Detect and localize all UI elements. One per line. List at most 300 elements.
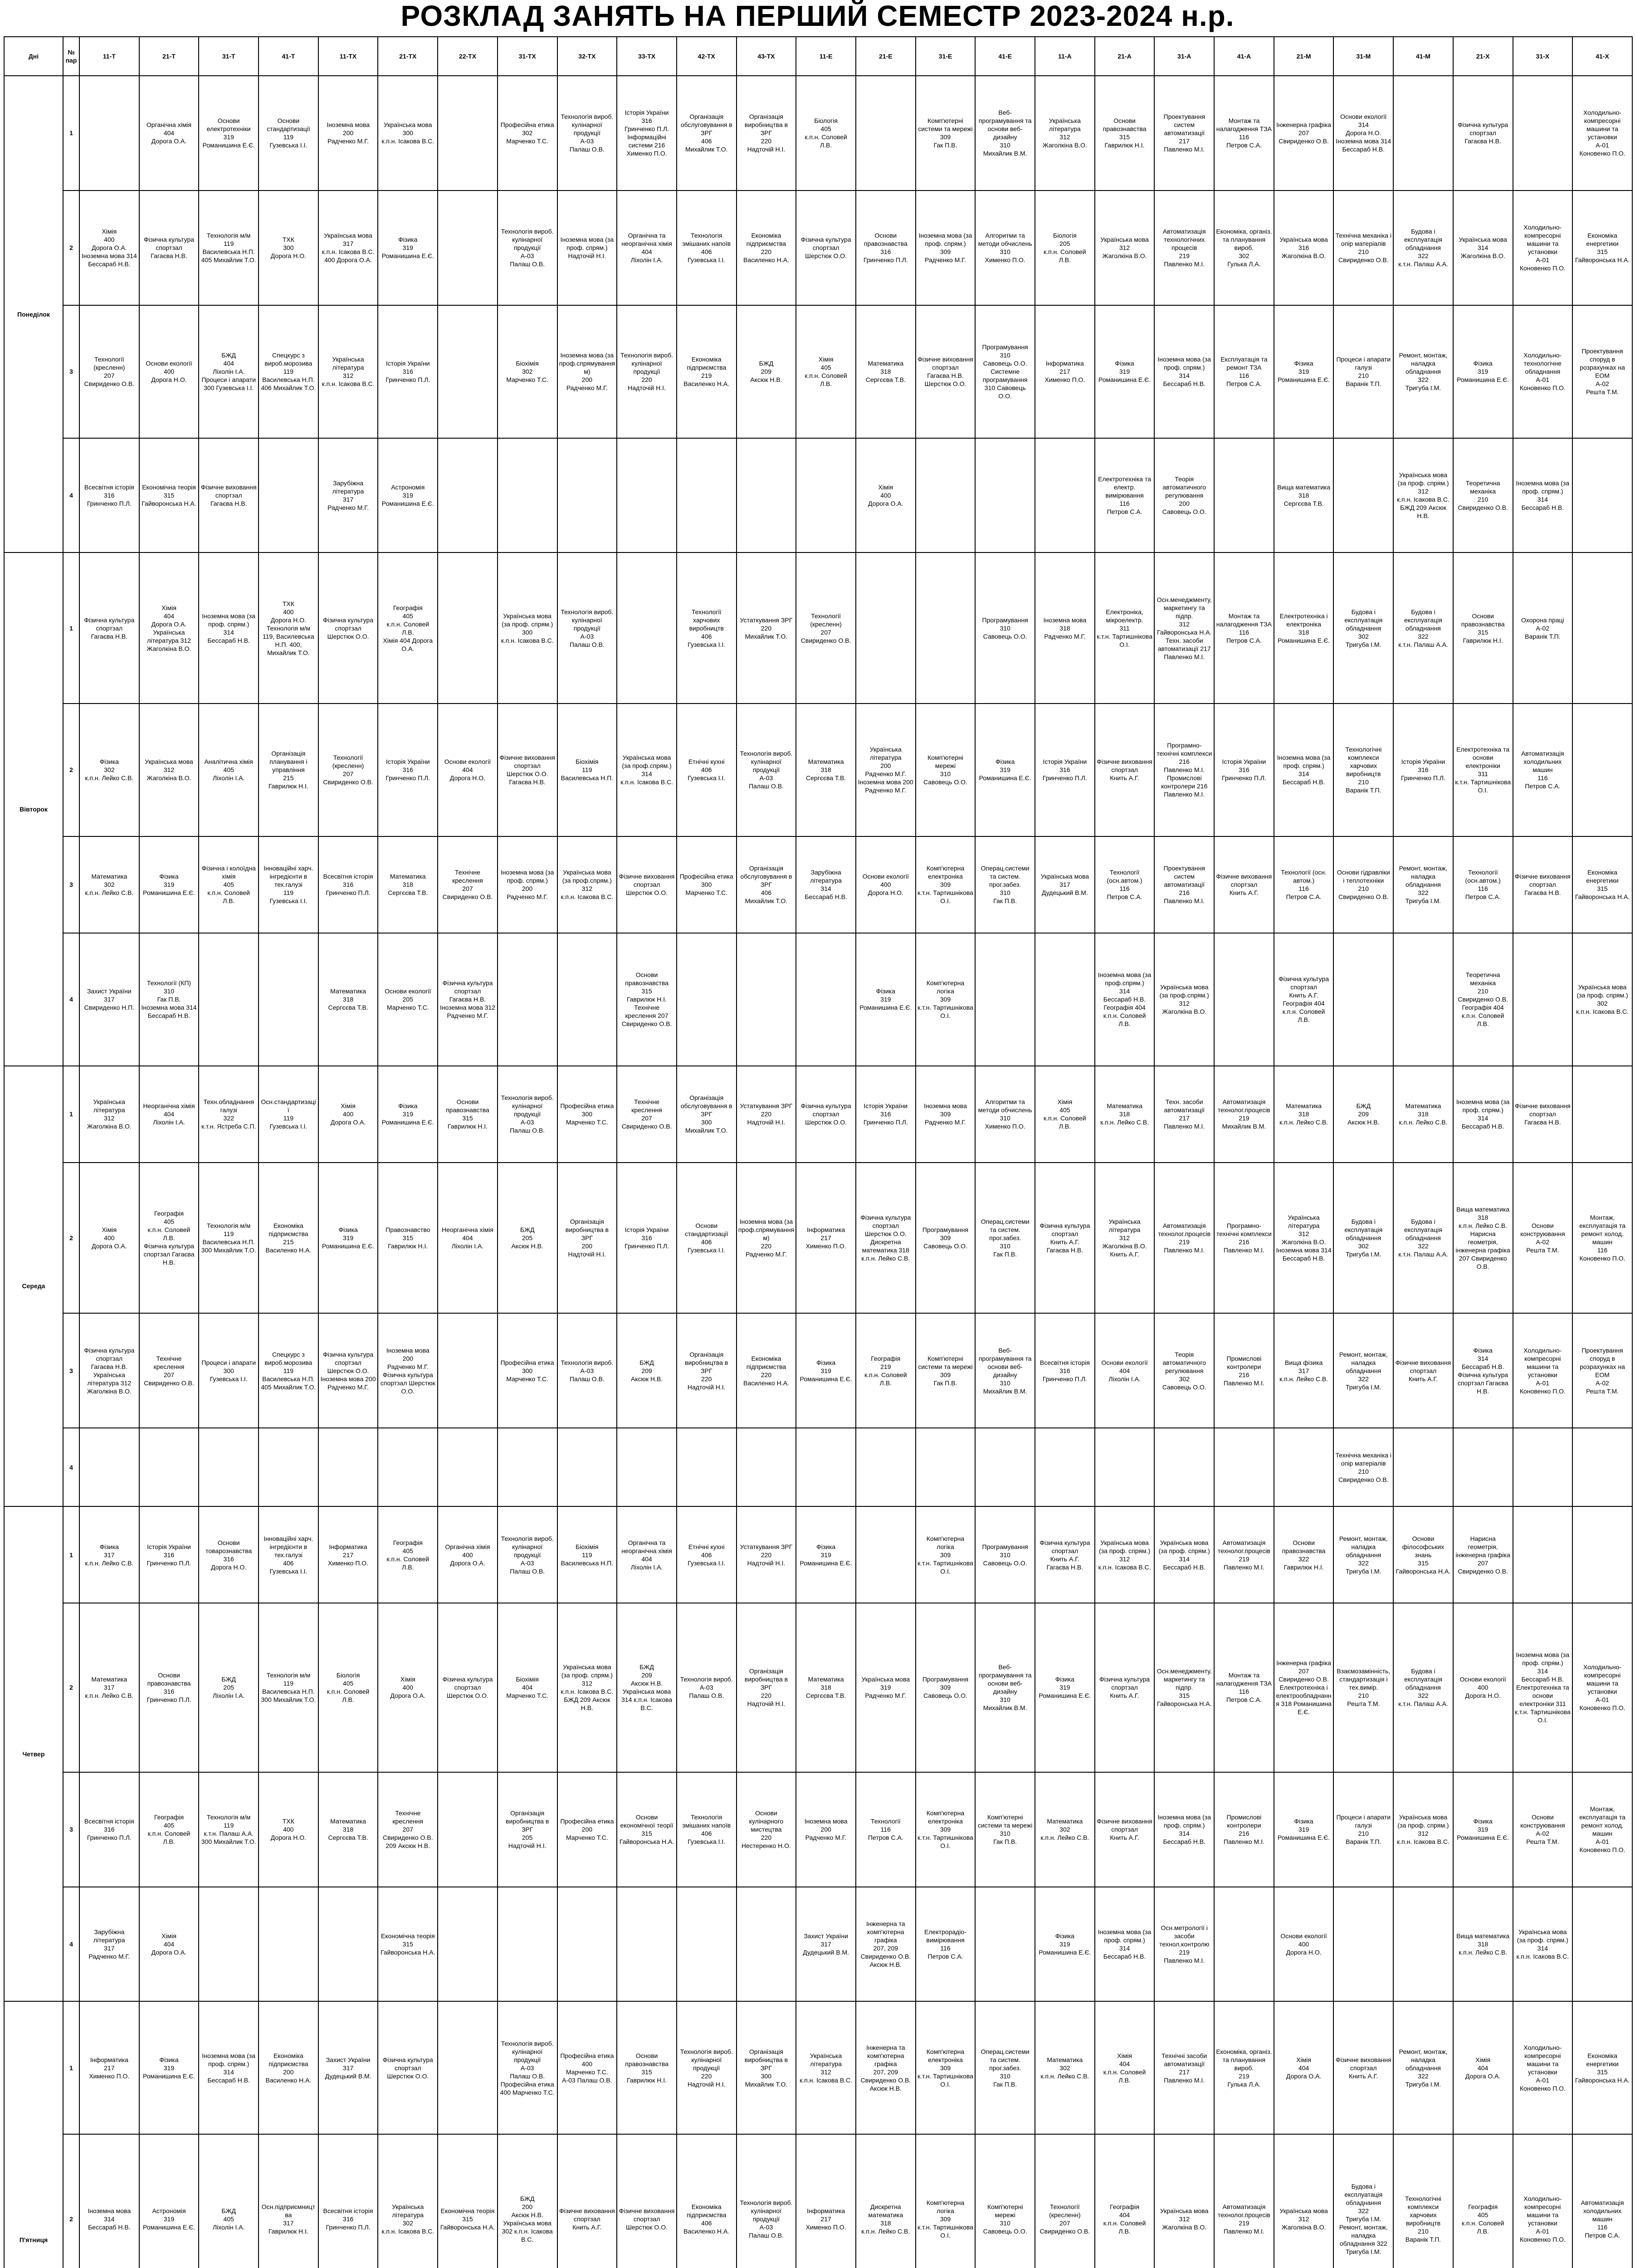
lesson-cell [617, 552, 677, 704]
lesson-cell: Економіка підприємства 406 Василенко Н.А. [677, 2134, 737, 2268]
lesson-cell: Устаткування ЗРГ 220 Надточій Н.І. [737, 1506, 796, 1603]
schedule-row [4, 836, 1632, 933]
lesson-cell: БЖД 405 Ліхолін І.А. [199, 2134, 259, 2268]
lesson-cell [1214, 438, 1274, 553]
lesson-cell: Хімія 404 Дорога О.А. [1274, 2001, 1334, 2134]
lesson-cell: Іноземна мова (за проф.спрям.) 314 Бессараб Н.В. Географія 404 к.п.н. Соловей Л.В. [1095, 933, 1155, 1066]
lesson-cell: Аналітична хімія 405 Ліхолін І.А. [199, 704, 259, 836]
lesson-cell: Основи стандартизації 119 Гузевська І.І. [259, 76, 318, 191]
lesson-cell: Математика 318 Сергєєва Т.В. [318, 1772, 378, 1887]
lesson-cell: Організація виробництва в ЗРГ 200 Надточій Н.І. [557, 1163, 617, 1314]
lesson-cell: Технологія м/м 119 Василевська Н.П. 300 Михайлик Т.О. [199, 1163, 259, 1314]
lesson-cell: Основи екології 404 Ліхолін І.А. [1095, 1313, 1155, 1428]
schedule-row [4, 1603, 1632, 1772]
lesson-cell: Українська мова (за проф. спрям.) 312 к.п.н. Ісакова В.С. [1095, 1506, 1155, 1603]
group-header: 41-М [1393, 37, 1453, 76]
lesson-cell: Хімія 404 Дорога О.А. [139, 1887, 199, 2002]
lesson-cell: Професійна етика 302 Марченко Т.С. [498, 76, 557, 191]
lesson-cell [259, 933, 318, 1066]
lesson-cell: Устаткування ЗРГ 220 Михайлик Т.О. [737, 552, 796, 704]
lesson-cell: Інноваційні харч. інгредієнти в тех.галузі 119 Гузевська І.І. [259, 836, 318, 933]
lesson-cell [856, 76, 916, 191]
lesson-cell: Ремонт, монтаж, наладка обладнання 322 Тригуба І.М. [1393, 836, 1453, 933]
lesson-cell: Етнічні кухні 406 Гузевська І.І. [677, 1506, 737, 1603]
group-header: 33-ТХ [617, 37, 677, 76]
lesson-cell: Теорія автоматичного регулювання 200 Савовець О.О. [1154, 438, 1214, 553]
lesson-cell: Фізика 319 Романишина Е.Є. [1274, 1772, 1334, 1887]
lesson-cell [438, 305, 498, 438]
lesson-cell: БЖД 205 Аксюк Н.В. [498, 1163, 557, 1314]
lesson-cell: Іноземна мова (за проф. спрям.) 314 Бессараб Н.В. Електротехніка та основи електроніки 311 к.т.н. Тартишнікова О.І. [1513, 1603, 1573, 1772]
lesson-cell: Етнічні кухні 406 Гузевська І.І. [677, 704, 737, 836]
group-header: 21-М [1274, 37, 1334, 76]
lesson-cell: Програмування 310 Савовець О.О. [975, 552, 1035, 704]
lesson-cell: Технічне креслення 207 Свириденко О.В. 209 Аксюк Н.В. [378, 1772, 438, 1887]
lesson-cell: Організація обслуговування в ЗРГ 406 Михайлик Т.О. [677, 76, 737, 191]
lesson-cell: Комп'ютерні системи та мережі 310 Гак П.В. [975, 1772, 1035, 1887]
lesson-cell: Географія 405 к.п.н. Соловей Л.В. Хімія 404 Дорога О.А. [378, 552, 438, 704]
lesson-cell: Економіка підприємства 219 Василенко Н.А. [677, 305, 737, 438]
lesson-cell: Історія України 316 Гринченко П.Л. [617, 1163, 677, 1314]
schedule-row [4, 1313, 1632, 1428]
group-header: 41-Е [975, 37, 1035, 76]
lesson-cell: Технології (кресленн) 207 Свириденко О.В. [796, 552, 856, 704]
lesson-cell: Економіка підприємства 220 Василенко Н.А. [737, 191, 796, 305]
lesson-cell: Основи правознавства 316 Гринченко П.Л. [856, 191, 916, 305]
lesson-cell: Фізична культура спортзал Гагаєва Н.В. Українська література 312 Жаголкіна В.О. [79, 1313, 139, 1428]
header-day: Дні [4, 37, 63, 76]
lesson-cell: Веб-програмування та основи веб-дизайну 310 Михайлик В.М. [975, 1313, 1035, 1428]
lesson-cell: Комп'ютерна електроніка 309 к.т.н. Тартишнікова О.І. [916, 1772, 976, 1887]
lesson-cell: Основи правознавства 316 Гринченко П.Л. [139, 1603, 199, 1772]
lesson-cell: Економічна теорія 315 Гайворонська Н.А. [378, 1887, 438, 2002]
pair-number: 3 [63, 1313, 79, 1428]
group-header: 31-Х [1513, 37, 1573, 76]
lesson-cell: Географія 405 к.п.н. Соловей Л.В. Фізична культура спортзал Гагаєва Н.В. [139, 1163, 199, 1314]
lesson-cell [975, 1887, 1035, 2002]
lesson-cell: Іноземна мова 200 Радченко М.Г. [318, 76, 378, 191]
lesson-cell: Фізика 319 Романишина Е.Є. [139, 836, 199, 933]
lesson-cell [677, 933, 737, 1066]
lesson-cell: Математика 318 Сергєєва Т.В. [796, 704, 856, 836]
lesson-cell: Неорганічна хімія 404 Ліхолін І.А. [139, 1066, 199, 1163]
lesson-cell: Іноземна мова (за проф. спрям.) 200 Радченко М.Г. [498, 836, 557, 933]
schedule-row [4, 1066, 1632, 1163]
lesson-cell [1572, 552, 1632, 704]
lesson-cell [1572, 1506, 1632, 1603]
lesson-cell: Технічне креслення 207 Свириденко О.В. [438, 836, 498, 933]
lesson-cell: Технічні засоби автоматизації 217 Павленко М.І. [1154, 2001, 1214, 2134]
lesson-cell: Іноземна мова (за проф. спрям.) 314 Бессараб Н.В. [1274, 704, 1334, 836]
lesson-cell [856, 1428, 916, 1506]
lesson-cell [1513, 1428, 1573, 1506]
lesson-cell [438, 1772, 498, 1887]
lesson-cell: Математика 318 Сергєєва Т.В. [318, 933, 378, 1066]
schedule-row [4, 1887, 1632, 2002]
lesson-cell: Будова і експлуатація обладнання 302 Тригуба І.М. [1333, 552, 1393, 704]
lesson-cell: Основи екології 205 Марченко Т.С. [378, 933, 438, 1066]
lesson-cell: Іноземна мова (за проф. спрям.) 314 Бессараб Н.В. [1154, 305, 1214, 438]
lesson-cell: Українська мова (за проф.спрям.) 314 к.п.н. Ісакова В.С. [617, 704, 677, 836]
lesson-cell: Технічне креслення 207 Свириденко О.В. [139, 1313, 199, 1428]
lesson-cell: ТХК 300 Дорога Н.О. [259, 191, 318, 305]
lesson-cell: Технологічні комплекси харчових виробництв 210 Варанік Т.П. [1333, 704, 1393, 836]
lesson-cell: Технологія вироб. кулінарної продукції А-03 Палаш О.В. [557, 552, 617, 704]
group-header: 21-ТХ [378, 37, 438, 76]
lesson-cell: Органічна та неорганічна хімія 404 Ліхолін І.А. [617, 191, 677, 305]
lesson-cell: Холодильно-компресорні машини та установки А-01 Коновенко П.О. [1513, 191, 1573, 305]
lesson-cell: Основи товарознавства 316 Дорога Н.О. [199, 1506, 259, 1603]
lesson-cell [438, 552, 498, 704]
pair-number: 1 [63, 1066, 79, 1163]
lesson-cell [1035, 1428, 1095, 1506]
lesson-cell: Монтаж та налагодження ТЗА 116 Петров С.А. [1214, 552, 1274, 704]
schedule-body [4, 76, 1632, 2268]
lesson-cell: Біохімія 119 Василевська Н.П. [557, 704, 617, 836]
lesson-cell: Програмування 310 Савовець О.О. Системне програмування 310 Савовець О.О. [975, 305, 1035, 438]
schedule-row [4, 305, 1632, 438]
lesson-cell: Математика 317 к.п.н. Лейко С.В. [79, 1603, 139, 1772]
lesson-cell: Неорганічна хімія 404 Ліхолін І.А. [438, 1163, 498, 1314]
lesson-cell: Будова і експлуатація обладнання 322 Тригуба І.М. Ремонт, монтаж, наладка обладнання 322 Тригуба І.М. [1333, 2134, 1393, 2268]
lesson-cell: Основи екології 400 Дорога Н.О. [1453, 1603, 1513, 1772]
lesson-cell: Техн. засоби автоматизації 217 Павленко М.І. [1154, 1066, 1214, 1163]
lesson-cell: Хімія 404 Дорога О.А. Українська література 312 Жаголкіна В.О. [139, 552, 199, 704]
lesson-cell: Економіка підприємства 215 Василенко Н.А. [259, 1163, 318, 1314]
lesson-cell: Економіка підприємства 220 Василенко Н.А. [737, 1313, 796, 1428]
lesson-cell: Комп'ютерна логіка 309 к.т.н. Тартишнікова О.І. [916, 933, 976, 1066]
lesson-cell: Зарубіжна література 317 Радченко М.Г. [318, 438, 378, 553]
lesson-cell: Веб-програмування та основи веб-дизайну 310 Михайлик В.М. [975, 76, 1035, 191]
group-header: 11-Е [796, 37, 856, 76]
lesson-cell: Українська література 312 к.п.н. Ісакова В.С. [796, 2001, 856, 2134]
lesson-cell: Фізичне виховання спортзал Книть А.Г. [1095, 704, 1155, 836]
lesson-cell: Інженерна та комп'ютерна графіка 207, 209 Свириденко О.В. Аксюк Н.В. [856, 1887, 916, 2002]
lesson-cell: Технологія вироб. кулінарної продукції А-03 Палаш О.В. [498, 1506, 557, 1603]
lesson-cell: Основи екології 314 Дорога Н.О. Іноземна мова 314 Бессараб Н.В. [1333, 76, 1393, 191]
lesson-cell [617, 1887, 677, 2002]
lesson-cell: Фізична культура спортзал Гагаєва Н.В. Іноземна мова 312 Радченко М.Г. [438, 933, 498, 1066]
lesson-cell: Електроніка, мікроелектр. 311 к.т.н. Тартишнікова О.І. [1095, 552, 1155, 704]
lesson-cell [1513, 1506, 1573, 1603]
lesson-cell: Іноземна мова 200 Радченко М.Г. [796, 1772, 856, 1887]
lesson-cell: Операц.системи та систем. прог.забез. 310 Гак П.В. [975, 836, 1035, 933]
group-header: 11-А [1035, 37, 1095, 76]
lesson-cell: Економіка, організ. та планування вироб. 219 Гулька Л.А. [1214, 2001, 1274, 2134]
lesson-cell [438, 1887, 498, 2002]
lesson-cell: Українська література 312 Жаголкіна В.О. [1035, 76, 1095, 191]
lesson-cell: Фізика 319 Романишина Е.Є. [139, 2001, 199, 2134]
lesson-cell: Організація планування і управління 215 Гаврилюк Н.І. [259, 704, 318, 836]
lesson-cell [1513, 933, 1573, 1066]
lesson-cell [617, 438, 677, 553]
lesson-cell: Математика 318 Сергєєва Т.В. [796, 1603, 856, 1772]
lesson-cell: Основи конструювання А-02 Решта Т.М. [1513, 1772, 1573, 1887]
lesson-cell: Українська мова 317 к.п.н. Ісакова В.С. 400 Дорога О.А. [318, 191, 378, 305]
lesson-cell: Основи правознавства 315 Гаврилюк Н.І. [438, 1066, 498, 1163]
lesson-cell [916, 438, 976, 553]
lesson-cell: Технологія вироб. кулінарної продукції 220 Надточій Н.І. [677, 2001, 737, 2134]
lesson-cell: Математика 302 к.п.н. Лейко С.В. [1035, 2001, 1095, 2134]
lesson-cell: Фізична культура спортзал Книть А.Г. Гагаєва Н.В. [1035, 1163, 1095, 1314]
lesson-cell: Фізична культура спортзал Книть А.Г. Географія 404 к.п.н. Соловей Л.В. [1274, 933, 1334, 1066]
lesson-cell: Ремонт, монтаж, наладка обладнання 322 Тригуба І.М. [1333, 1506, 1393, 1603]
lesson-cell: Технічне креслення 207 Свириденко О.В. [617, 1066, 677, 1163]
lesson-cell [557, 933, 617, 1066]
lesson-cell: Проектування систем автоматизації 217 Павленко М.І. [1154, 76, 1214, 191]
lesson-cell: Фізична культура спортзал Шерстюк О.О. [438, 1603, 498, 1772]
lesson-cell [259, 438, 318, 553]
lesson-cell [557, 438, 617, 553]
lesson-cell: Захист України 317 Дудецький В.М. [796, 1887, 856, 2002]
group-header: 41-А [1214, 37, 1274, 76]
lesson-cell: Фізична культура спортзал Шерстюк О.О. [378, 2001, 438, 2134]
pair-number: 2 [63, 191, 79, 305]
lesson-cell: Українська мова (за проф. спрям.) 312 к.п.н. Ісакова В.С. БЖД 209 Аксюк Н.В. [1393, 438, 1453, 553]
lesson-cell: Будова і експлуатація обладнання 302 Тригуба І.М. [1333, 1163, 1393, 1314]
pair-number: 4 [63, 1428, 79, 1506]
schedule-row [4, 933, 1632, 1066]
lesson-cell: Інженерна та комп'ютерна графіка 207, 209 Свириденко О.В. Аксюк Н.В. [856, 2001, 916, 2134]
lesson-cell: Українська мова 317 Дудецький В.М. [1035, 836, 1095, 933]
lesson-cell [1333, 1887, 1393, 2002]
lesson-cell: Іноземна мова (за проф. спрям.) 309 Радченко М.Г. [916, 191, 976, 305]
lesson-cell: Проектування систем автоматизації 216 Павленко М.І. [1154, 836, 1214, 933]
lesson-cell: Електротехніка та електр. вимірювання 116 Петров С.А. [1095, 438, 1155, 553]
lesson-cell [259, 1428, 318, 1506]
lesson-cell: Комп'ютерна логіка 309 к.т.н. Тартишнікова О.І. [916, 1506, 976, 1603]
lesson-cell [1393, 1887, 1453, 2002]
lesson-cell: Ремонт, монтаж, наладка обладнання 322 Тригуба І.М. [1393, 2001, 1453, 2134]
lesson-cell: Технологія вироб. кулінарної продукції А-03 Палаш О.В. [737, 704, 796, 836]
lesson-cell [438, 1428, 498, 1506]
lesson-cell: Історія України 316 Гринченко П.Л. Інформаційні системи 216 Хименко П.О. [617, 76, 677, 191]
lesson-cell: Автоматизація технолог.процесів 219 Павленко М.І. [1154, 1163, 1214, 1314]
lesson-cell: Холодильно-компресорні машини та установки А-01 Коновенко П.О. [1572, 1603, 1632, 1772]
lesson-cell: Професійна етика 200 Марченко Т.С. [557, 1772, 617, 1887]
lesson-cell: Біологія 405 к.п.н. Соловей Л.В. [796, 76, 856, 191]
day-label: Четвер [4, 1506, 63, 2001]
lesson-cell [677, 1428, 737, 1506]
lesson-cell: Організація виробництва в ЗРГ 220 Надточій Н.І. [677, 1313, 737, 1428]
lesson-cell: Географія 219 к.п.н. Соловей Л.В. [856, 1313, 916, 1428]
lesson-cell: Всесвітня історія 316 Гринченко П.Л. [79, 438, 139, 553]
lesson-cell [498, 1428, 557, 1506]
group-header: 41-Т [259, 37, 318, 76]
lesson-cell: БЖД 209 Аксюк Н.В. [737, 305, 796, 438]
lesson-cell: Українська мова 314 Жаголкіна В.О. [1453, 191, 1513, 305]
lesson-cell: БЖД 209 Аксюк Н.В. [617, 1313, 677, 1428]
lesson-cell: Економіка підприємства 200 Василенко Н.А. [259, 2001, 318, 2134]
lesson-cell: Будова і експлуатація обладнання 322 к.т.н. Палаш А.А. [1393, 552, 1453, 704]
lesson-cell: Інформатика 217 Хименко П.О. [796, 2134, 856, 2268]
lesson-cell [1333, 438, 1393, 553]
lesson-cell: Основи економічної теорії 315 Гайворонська Н.А. [617, 1772, 677, 1887]
lesson-cell: Фізика 319 Романишина Е.Є. [378, 1066, 438, 1163]
lesson-cell [856, 552, 916, 704]
lesson-cell [1393, 1428, 1453, 1506]
lesson-cell: Фізичне виховання спортзал Гагаєва Н.В. Шерстюк О.О. [916, 305, 976, 438]
lesson-cell: Українська мова (за проф. спрям.) 314 Бессараб Н.В. [1154, 1506, 1214, 1603]
lesson-cell: Холодильно-компресорні машини та установки А-01 Коновенко П.О. [1572, 76, 1632, 191]
lesson-cell: Фізична культура спортзал Гагаєва Н.В. [79, 552, 139, 704]
pair-number: 2 [63, 1603, 79, 1772]
lesson-cell [975, 1428, 1035, 1506]
schedule-grid [4, 36, 1632, 2268]
lesson-cell: Економіка енергетики 315 Гайворонська Н.А. [1572, 2001, 1632, 2134]
lesson-cell: Історія України 316 Гринченко П.Л. [1393, 704, 1453, 836]
lesson-cell: Технологія м/м 119 к.т.н. Палаш А.А. 300 Михайлик Т.О. [199, 1772, 259, 1887]
lesson-cell: Комп'ютерні мережі 310 Савовець О.О. [975, 2134, 1035, 2268]
lesson-cell [318, 1887, 378, 2002]
lesson-cell: Холодильно-технологічне обладнання А-01 Коновенко П.О. [1513, 305, 1573, 438]
lesson-cell [737, 438, 796, 553]
lesson-cell: Основи кулінарного мистецтва 220 Нестеренко Н.О. [737, 1772, 796, 1887]
day-label: П'ятниця [4, 2001, 63, 2268]
pair-number: 1 [63, 76, 79, 191]
lesson-cell: Основи конструювання А-02 Решта Т.М. [1513, 1163, 1573, 1314]
lesson-cell: Основи правознавства 315 Гаврилюк Н.І. Технічне креслення 207 Свириденко О.В. [617, 933, 677, 1066]
group-header: 42-ТХ [677, 37, 737, 76]
lesson-cell: Монтаж та налагодження ТЗА 116 Петров С.А. [1214, 1603, 1274, 1772]
lesson-cell: Історія України 316 Гринченко П.Л. [1214, 704, 1274, 836]
lesson-cell: Українська література 312 Жаголкіна В.О. Іноземна мова 314 Бессараб Н.В. [1274, 1163, 1334, 1314]
lesson-cell: Організація виробництва в ЗРГ 300 Михайлик Т.О. [737, 2001, 796, 2134]
header-pair: № пар [63, 37, 79, 76]
lesson-cell: Автоматизація холодильних машин 116 Петров С.А. [1513, 704, 1573, 836]
lesson-cell: Хімія 405 к.п.н. Соловей Л.В. [796, 305, 856, 438]
lesson-cell: Технології (КП) 310 Гак П.В. Іноземна мова 314 Бессараб Н.В. [139, 933, 199, 1066]
schedule-row [4, 2001, 1632, 2134]
lesson-cell: Астрономія 319 Романишина Е.Є. [139, 2134, 199, 2268]
lesson-cell: Географія 405 к.п.н. Соловей Л.В. [378, 1506, 438, 1603]
lesson-cell: Інженерна графіка 207 Свириденко О.В. Електротехніка і електрообладнання 318 Романишина Е.Є. [1274, 1603, 1334, 1772]
lesson-cell: Фізичне виховання спортзал Шерстюк О.О. Гагаєва Н.В. [498, 704, 557, 836]
lesson-cell: Професійна етика 300 Марченко Т.С. [677, 836, 737, 933]
lesson-cell: Основи правознавства 315 Гаврилюк Н.І. [1453, 552, 1513, 704]
lesson-cell [1393, 76, 1453, 191]
lesson-cell: Іноземна мова (за проф.спрямуванням) 200 Радченко М.Г. [557, 305, 617, 438]
lesson-cell: Всесвітня історія 316 Гринченко П.Л. [1035, 1313, 1095, 1428]
lesson-cell [737, 1887, 796, 2002]
pair-number: 3 [63, 836, 79, 933]
schedule-row [4, 704, 1632, 836]
lesson-cell: Фізичне виховання спортзал Книть А.Г. [1333, 2001, 1393, 2134]
lesson-cell: Фізична і колоїдна хімія 405 к.п.н. Соловей Л.В. [199, 836, 259, 933]
lesson-cell [796, 438, 856, 553]
lesson-cell: Математика 318 Сергєєва Т.В. [856, 305, 916, 438]
lesson-cell [498, 1887, 557, 2002]
lesson-cell: Холодильно-компресорні машини та установки А-01 Коновенко П.О. [1513, 2134, 1573, 2268]
lesson-cell: Електрорадіо-вимірювання 116 Петров С.А. [916, 1887, 976, 2002]
lesson-cell: Фізика 319 Романишина Е.Є. [378, 191, 438, 305]
lesson-cell: Фізичне виховання спортзал Гагаєва Н.В. [1513, 836, 1573, 933]
lesson-cell: Історія України 316 Гринченко П.Л. [378, 704, 438, 836]
lesson-cell: Основи екології 400 Дорога Н.О. [139, 305, 199, 438]
lesson-cell: Географія 405 к.п.н. Соловей Л.В. [1453, 2134, 1513, 2268]
group-header: 32-ТХ [557, 37, 617, 76]
lesson-cell: Технологія вироб. кулінарної продукції А-03 Палаш О.В. [737, 2134, 796, 2268]
lesson-cell: Інформатика 217 Хименко П.О. [1035, 305, 1095, 438]
schedule-row [4, 1506, 1632, 1603]
lesson-cell: Хімія 400 Дорога О.А. [79, 1163, 139, 1314]
lesson-cell: Іноземна мова (за проф. спрям.) 314 Бессараб Н.В. [1513, 438, 1573, 553]
lesson-cell: Іноземна мова (за проф. спрям.) Надточій Н.І. [557, 191, 617, 305]
lesson-cell: Українська мова (за проф. спрям.) 300 к.п.н. Ісакова В.С. [498, 552, 557, 704]
lesson-cell: Операц.системи та систем. прог.забез. 310 Гак П.В. [975, 2001, 1035, 2134]
lesson-cell: Українська література 312 Жаголкіна В.О. Книть А.Г. [1095, 1163, 1155, 1314]
group-header: 31-Е [916, 37, 976, 76]
group-header: 31-ТХ [498, 37, 557, 76]
lesson-cell: Всесвітня історія 316 Гринченко П.Л. [318, 836, 378, 933]
lesson-cell: Фізична культура спортзал Гагаєва Н.В. [139, 191, 199, 305]
lesson-cell: Фізичне виховання спортзал Книть А.Г. [1393, 1313, 1453, 1428]
lesson-cell: Експлуатація та ремонт ТЗА 116 Петров С.А. [1214, 305, 1274, 438]
pair-number: 4 [63, 933, 79, 1066]
group-header: 11-Т [79, 37, 139, 76]
lesson-cell: Географія 404 к.п.н. Соловей Л.В. [1095, 2134, 1155, 2268]
lesson-cell: Українська література 302 к.п.н. Ісакова В.С. [378, 2134, 438, 2268]
lesson-cell: Монтаж, експлуатація та ремонт холод. машин А-01 Коновенко П.О. [1572, 1772, 1632, 1887]
lesson-cell: Основи електротехніки 319 Романишина Е.Є. [199, 76, 259, 191]
pair-number: 2 [63, 704, 79, 836]
lesson-cell: Автоматизація технологічних процесів 219 Павленко М.І. [1154, 191, 1214, 305]
lesson-cell: Основи правознавства 322 Гаврилюк Н.І. [1274, 1506, 1334, 1603]
lesson-cell: Математика 318 Сергєєва Т.В. [378, 836, 438, 933]
lesson-cell: Електротехніка та основи електроніки 311 к.т.н. Тартишнікова О.І. [1453, 704, 1513, 836]
lesson-cell: Українська мова (за проф.спрям.) 312 к.п.н. Ісакова В.С. [557, 836, 617, 933]
lesson-cell: Фізика 319 Романишина Е.Є. [1274, 305, 1334, 438]
lesson-cell: Історія України 316 Гринченко П.Л. [378, 305, 438, 438]
lesson-cell [199, 1887, 259, 2002]
lesson-cell: Українська мова 300 к.п.н. Ісакова В.С. [378, 76, 438, 191]
lesson-cell [796, 1428, 856, 1506]
lesson-cell: Технічна механіка і опір матеріалів 210 Свириденко О.В. [1333, 1428, 1393, 1506]
lesson-cell [1572, 438, 1632, 553]
lesson-cell [1572, 1066, 1632, 1163]
pair-number: 3 [63, 1772, 79, 1887]
lesson-cell: Фізична культура спортзал Книть А.Г. [1095, 1603, 1155, 1772]
lesson-cell: Технологічні комплекси харчових виробництв 210 Варанік Т.П. [1393, 2134, 1453, 2268]
lesson-cell: Фізичне виховання спортзал Шерстюк О.О. [617, 2134, 677, 2268]
lesson-cell: ТХК 400 Дорога Н.О. [259, 1772, 318, 1887]
lesson-cell: Спецкурс з вироб.морозива 119 Василевська Н.П. 406 Михайлик Т.О. [259, 305, 318, 438]
lesson-cell: Фізична культура спортзал Шерстюк О.О. [318, 552, 378, 704]
lesson-cell: Фізика 317 к.п.н. Лейко С.В. [79, 1506, 139, 1603]
schedule-row [4, 552, 1632, 704]
lesson-cell: Взаємозамінність, стандартизація і тех.вимір. 210 Решта Т.М. [1333, 1603, 1393, 1772]
lesson-cell: Технологія м/м 119 Василевська Н.П. 405 Михайлик Т.О. [199, 191, 259, 305]
lesson-cell: Основи правознавства 315 Гаврилюк Н.І. [1095, 76, 1155, 191]
lesson-cell: Технологія м/м 119 Василевська Н.П. 300 Михайлик Т.О. [259, 1603, 318, 1772]
lesson-cell [856, 1506, 916, 1603]
lesson-cell: Програмування 309 Савовець О.О. [916, 1603, 976, 1772]
lesson-cell [975, 438, 1035, 553]
day-label: Середа [4, 1066, 63, 1507]
schedule-row [4, 1163, 1632, 1314]
schedule-row [4, 1428, 1632, 1506]
lesson-cell: Технології (кресленн) 207 Свириденко О.В. [79, 305, 139, 438]
lesson-cell: Українська література 312 Жаголкіна В.О. [79, 1066, 139, 1163]
lesson-cell [438, 76, 498, 191]
lesson-cell: Веб-програмування та основи веб-дизайну 310 Михайлик В.М. [975, 1603, 1035, 1772]
schedule-row [4, 191, 1632, 305]
lesson-cell [1572, 1887, 1632, 2002]
lesson-cell: Українська мова 312 Жаголкіна В.О. [139, 704, 199, 836]
header-row [4, 37, 1632, 76]
lesson-cell: Правознавство 315 Гаврилюк Н.І. [378, 1163, 438, 1314]
lesson-cell: Економіка енергетики 315 Гайворонська Н.А. [1572, 191, 1632, 305]
